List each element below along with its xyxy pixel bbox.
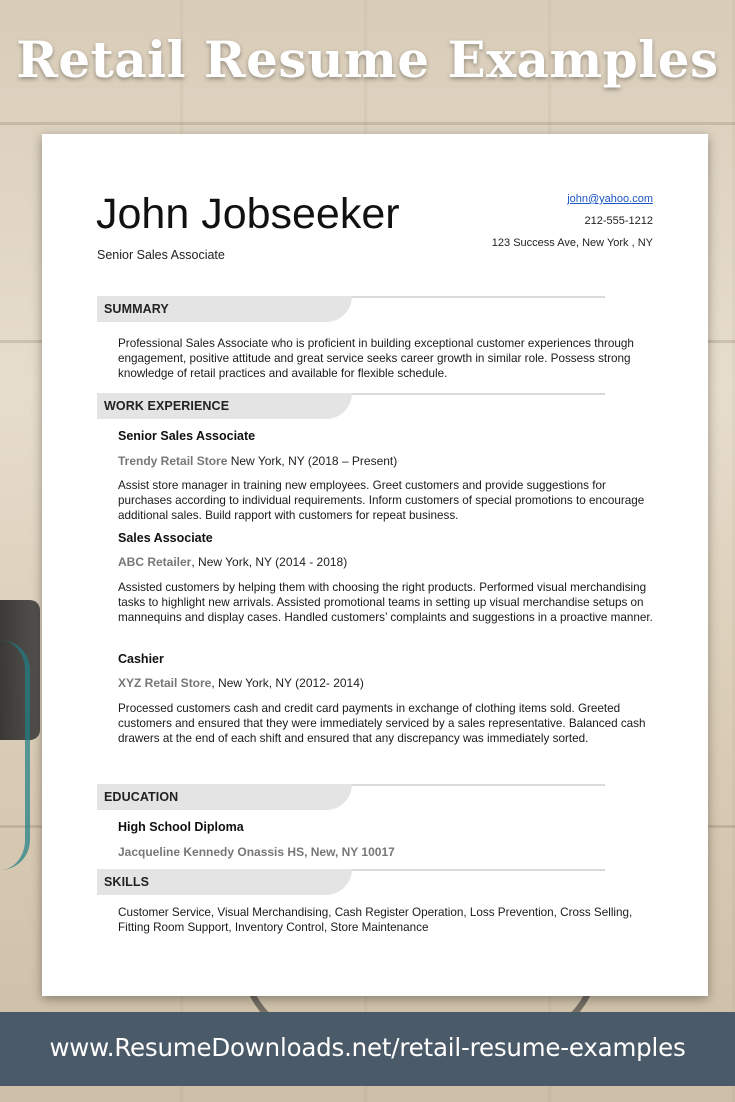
resume-role: Senior Sales Associate (97, 248, 225, 262)
job-employer (118, 555, 347, 569)
section-header-summary (97, 296, 605, 322)
phone-number: 212-555-1212 (584, 215, 653, 227)
job-location-dates: New York, NY (2018 – Present) (227, 454, 398, 468)
banner-title: Retail Resume Examples (16, 30, 719, 89)
section-header-skills (97, 869, 605, 895)
address: 123 Success Ave, New York , NY (491, 237, 653, 249)
footer-url[interactable]: www.ResumeDownloads.net/retail-resume-examples (49, 1033, 686, 1062)
wood-streak (0, 122, 735, 125)
education-degree: High School Diploma (118, 820, 244, 834)
email-link[interactable]: john@yahoo.com (567, 193, 653, 205)
job-employer (118, 454, 397, 468)
section-label: SUMMARY (104, 302, 169, 316)
job-title: Cashier (118, 652, 164, 666)
job-location-dates: , New York, NY (2014 - 2018) (191, 555, 348, 569)
job-description: Assisted customers by helping them with choosing the right products. Performed visual merchandising tasks to highlight new arrivals. Assisted promotional teams in setting up visual merchandise setups on mannequins and display cases. Handled customers’ complaints and suggestions in a proactive manner. (118, 581, 653, 624)
job-description: Processed customers cash and credit card payments in exchange of clothing items sold. Greeted customers and ensured that they were immediately serviced by a sales representative. Balanced cash drawers at the end of each shift and ensured that any discrepancy was immediately sorted. (118, 702, 646, 745)
job-title: Sales Associate (118, 531, 213, 545)
job-title: Senior Sales Associate (118, 429, 256, 443)
section-label: SKILLS (104, 875, 150, 889)
job-description: Assist store manager in training new employees. Greet customers and provide suggestions for purchases according to individual requirements. Inform customers of special promotions to encourage additional sales. Build rapport with customers for repeat business. (118, 479, 645, 522)
section-header-work-experience (97, 393, 605, 419)
education-school: Jacqueline Kennedy Onassis HS, New, NY 10017 (118, 845, 395, 859)
job-employer (118, 676, 364, 690)
summary-text: Professional Sales Associate who is proficient in building exceptional customer experiences through engagement, positive attitude and great service seeks career growth in similar role. Possess strong knowledge of retail practices and available for flexible schedule. (118, 337, 634, 380)
company-name: Trendy Retail Store (118, 454, 228, 468)
resume-page (42, 134, 708, 996)
section-label: EDUCATION (104, 790, 179, 804)
job-location-dates: , New York, NY (2012- 2014) (211, 676, 364, 690)
skills-text: Customer Service, Visual Merchandising, Cash Register Operation, Loss Prevention, Cross Selling, Fitting Room Support, Inventory Control, Store Maintenance (118, 906, 633, 934)
contact-block (492, 188, 653, 254)
section-label: WORK EXPERIENCE (104, 399, 230, 413)
section-header-education (97, 784, 605, 810)
company-name: ABC Retailer (118, 555, 192, 569)
background-strap (0, 640, 30, 870)
resume-name: John Jobseeker (96, 190, 400, 238)
company-name: XYZ Retail Store (118, 676, 212, 690)
